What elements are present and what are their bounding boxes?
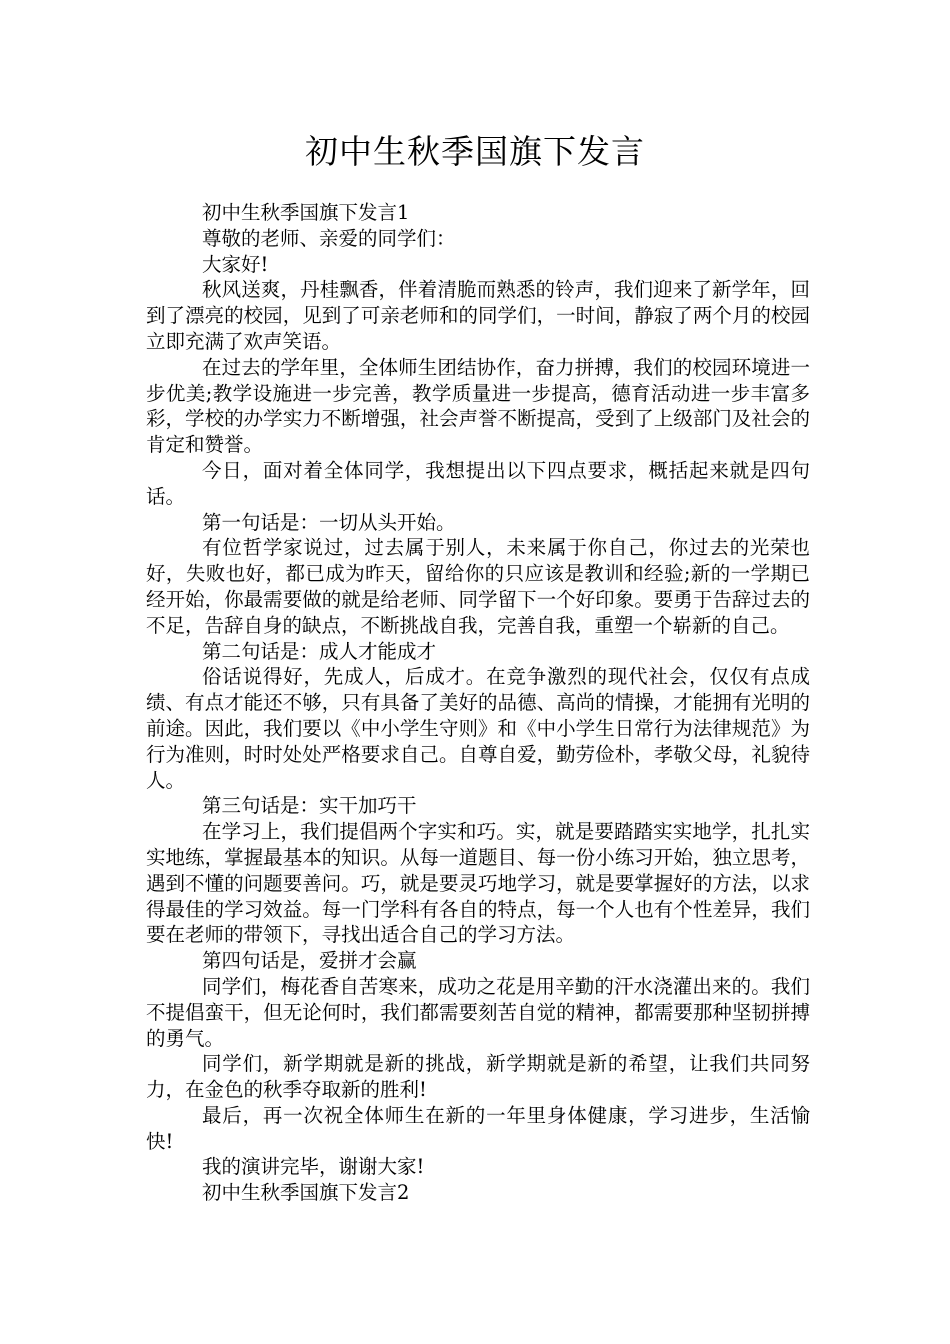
point-heading: 第三句话是：实干加巧干 xyxy=(202,794,417,818)
body-paragraph: 在学习上，我们提倡两个字实和巧。实，就是要踏踏实实地学，扎扎实实地练，掌握最基本的知识。从每一道题目、每一份小练习开始，独立思考，遇到不懂的问题要善问。巧，就是要灵巧地学习，就是要掌握好的方法，以求得最佳的学习效益。每一门学科有各自的特点，每一个人也有个性差异，我们要在老师的带领下，寻找出适合自己的学习方法。 xyxy=(146,820,810,947)
body-paragraph: 俗话说得好，先成人，后成才。在竞争激烈的现代社会，仅仅有点成绩、有点才能还不够，只有具备了美好的品德、高尚的情操，才能拥有光明的前途。因此，我们要以《中小学生守则》和《中小学生日常行为法律规范》为行为准则，时时处处严格要求自己。自尊自爱，勤劳俭朴，孝敬父母，礼貌待人。 xyxy=(146,665,810,792)
body-paragraph: 最后，再一次祝全体师生在新的一年里身体健康，学习进步，生活愉快! xyxy=(146,1103,810,1153)
salutation: 尊敬的老师、亲爱的同学们： xyxy=(202,226,456,250)
body-paragraph: 有位哲学家说过，过去属于别人，未来属于你自己，你过去的光荣也好，失败也好，都已成为昨天，留给你的只应该是教训和经验;新的一学期已经开始，你最需要做的就是给老师、同学留下一个好印象。要勇于告辞过去的不足，告辞自身的缺点，不断挑战自我，完善自我，重塑一个崭新的自己。 xyxy=(146,536,810,637)
point-heading: 第二句话是：成人才能成才 xyxy=(202,639,437,663)
document-body xyxy=(146,200,810,1206)
point-heading: 第四句话是，爱拼才会赢 xyxy=(202,949,417,973)
body-paragraph: 今日，面对着全体同学，我想提出以下四点要求，概括起来就是四句话。 xyxy=(146,458,810,508)
document-title: 初中生秋季国旗下发言 xyxy=(305,132,645,171)
body-paragraph: 在过去的学年里，全体师生团结协作，奋力拼搏，我们的校园环境进一步优美;教学设施进一步完善，教学质量进一步提高，德育活动进一步丰富多彩，学校的办学实力不断增强，社会声誉不断提高，受到了上级部门及社会的肯定和赞誉。 xyxy=(146,355,810,457)
body-paragraph: 同学们，新学期就是新的挑战，新学期就是新的希望，让我们共同努力，在金色的秋季夺取新的胜利! xyxy=(146,1052,810,1102)
greeting: 大家好! xyxy=(202,252,269,276)
body-paragraph: 秋风送爽，丹桂飘香，伴着清脆而熟悉的铃声，我们迎来了新学年，回到了漂亮的校园，见到了可亲老师和的同学们，一时间，静寂了两个月的校园立即充满了欢声笑语。 xyxy=(146,278,810,353)
section-heading: 初中生秋季国旗下发言2 xyxy=(202,1181,410,1205)
body-paragraph: 同学们，梅花香自苦寒来，成功之花是用辛勤的汗水浇灌出来的。我们不提倡蛮干，但无论何时，我们都需要刻苦自觉的精神，都需要那种坚韧拼搏的勇气。 xyxy=(146,974,810,1050)
section-heading: 初中生秋季国旗下发言1 xyxy=(202,201,410,224)
point-heading: 第一句话是：一切从头开始。 xyxy=(202,510,456,534)
closing-line: 我的演讲完毕，谢谢大家! xyxy=(202,1155,425,1179)
